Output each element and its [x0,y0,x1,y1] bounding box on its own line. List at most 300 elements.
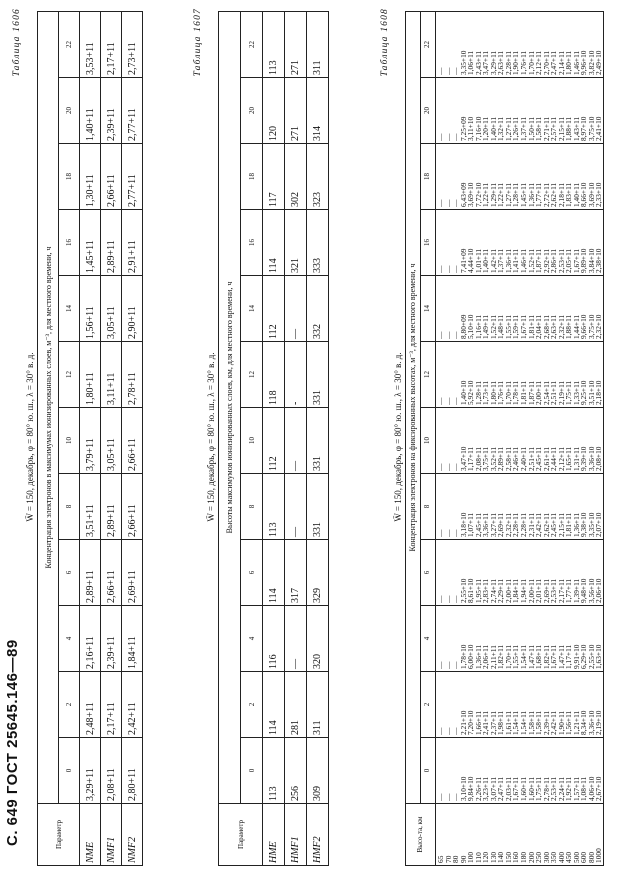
table-cell: 2,38+10 [594,248,604,273]
hour-header: 12 [59,342,80,408]
table-cell: 2,00+11 [526,578,536,603]
table-cell: 2,12+11 [534,50,544,75]
height-value: 1000 [594,848,604,863]
table-cell: 4,06+10 [586,776,596,801]
table-cell: 5,10+10 [466,314,476,339]
table-cell: 2,53+11 [549,578,559,603]
table-cell: 2,16+11 [80,606,101,672]
table-1608-hours-row [421,12,436,866]
table-cell: 1,37+11 [519,116,529,141]
table-cell: 3,18+10 [458,512,468,537]
hour-header: 8 [241,474,263,540]
table-cell: 1,48+11 [496,314,506,339]
table-cell: 1,27+11 [503,182,513,207]
table-cell: — [451,133,461,141]
height-value: 140 [496,851,506,863]
table-cell: 3,07+11 [488,776,498,801]
table-1607-label: Таблица 1607 [193,8,203,77]
hour-header: 8 [59,474,80,540]
table-cell: 3,36+11 [481,512,491,537]
table-cell: 2,89+11 [80,540,101,606]
height-value: 90 [458,855,468,863]
table-cell: 7,25+09 [458,116,468,141]
table-cell: 116 [263,606,285,672]
table-cell: 1,70+11 [526,50,536,75]
table-cell: — [451,793,461,801]
table-cell: 1,70+11 [503,644,513,669]
table-cell: 2,92+11 [541,248,551,273]
table-cell: 1,58+11 [534,116,544,141]
table-cell: 1,54+11 [511,710,521,735]
height-value: 130 [488,851,498,863]
table-cell: 2,61+11 [541,446,551,471]
table-cell: — [436,199,445,207]
table-cell: 1,58+11 [534,710,544,735]
table-cell: 2,72+11 [541,182,551,207]
table-cell: 2,63+11 [496,50,506,75]
table-cell: 113 [263,474,285,540]
table-cell: 2,26+11 [473,776,483,801]
table-cell: 314 [307,78,329,144]
table-cell: 2,39+11 [101,78,122,144]
table-cell: 6,43+09 [458,182,468,207]
hour-header: 6 [59,540,80,606]
hour-header: 6 [421,540,436,606]
table-cell: — [451,331,461,339]
table-cell: 2,03+11 [503,776,513,801]
table-cell: — [451,595,461,603]
table-cell: 1,40+11 [571,182,581,207]
table-cell: 2,74+11 [488,578,498,603]
table-cell: 1,58+11 [526,710,536,735]
table-cell: 256 [285,738,307,804]
hour-header: 2 [421,672,436,738]
param-name: NME [80,804,101,866]
table-cell: 1,22+11 [496,182,506,207]
table-cell: 1,66+11 [473,710,483,735]
table-cell: 1,36+11 [473,644,483,669]
hour-header: 16 [241,210,263,276]
table-cell: — [436,265,445,273]
table-cell: 1,36+11 [526,182,536,207]
table-cell: 2,40+11 [519,446,529,471]
table-cell: — [436,529,445,537]
table-cell: 7,16+10 [473,116,483,141]
table-cell: 1,44+11 [571,314,581,339]
table-cell: 8,97+10 [579,116,589,141]
table-cell: — [443,727,453,735]
table-cell: 1,90+11 [556,710,566,735]
table-cell: — [443,133,453,141]
table-cell: 1,87+11 [526,380,536,405]
table-cell: 1,21+11 [571,710,581,735]
table-cell: 2,47+11 [549,50,559,75]
table-cell: — [285,408,307,474]
table-cell: — [285,606,307,672]
table-cell: 2,28+11 [503,50,513,75]
table-cell: — [451,727,461,735]
table-cell: 333 [307,210,329,276]
table-cell: 311 [307,12,329,78]
table-cell: 271 [285,78,307,144]
table-cell: 1,70+11 [503,380,513,405]
table-cell: 9,48+10 [579,578,589,603]
table-cell: 3,51+11 [80,474,101,540]
table-cell: 2,14+11 [556,50,566,75]
table-1608-label: Таблица 1608 [380,8,390,77]
table-cell: 1,45+11 [519,182,529,207]
table-cell: — [436,133,445,141]
table-cell: 1,59+11 [511,314,521,339]
table-cell: 2,24+11 [556,776,566,801]
param-name: HMF1 [285,804,307,866]
table-cell: 1,90+11 [511,50,521,75]
value-column [436,276,604,342]
table-cell: 1,31+11 [571,446,581,471]
height-value: 300 [541,851,551,863]
table-cell: 3,82+10 [586,50,596,75]
hour-header: 8 [421,474,436,540]
table-cell: 1,26+11 [511,116,521,141]
value-column [436,738,604,804]
table-cell: 2,55+10 [586,644,596,669]
table-cell: 2,71+11 [541,116,551,141]
hour-header: 20 [241,78,263,144]
table-cell: 1,60+11 [526,776,536,801]
value-column [436,606,604,672]
table-cell: 2,33+10 [594,182,604,207]
table-cell: 1,88+11 [564,116,574,141]
table-cell: 1,45+11 [80,210,101,276]
table-cell: 9,89+10 [579,248,589,273]
height-value: 400 [556,851,566,863]
table-cell: 8,61+10 [466,578,476,603]
table-cell: 1,81+11 [519,380,529,405]
table-cell: — [451,67,461,75]
table-cell: — [436,67,445,75]
table-cell: 2,51+11 [549,380,559,405]
height-value: 250 [534,851,544,863]
table-cell: 1,20+11 [481,116,491,141]
table-cell: — [443,595,453,603]
table-cell: 2,62+11 [549,182,559,207]
table-cell: 1,52+11 [488,314,498,339]
table-cell: 331 [307,474,329,540]
table-cell: — [436,331,445,339]
table-cell: 112 [263,276,285,342]
table-cell: 1,08+11 [579,776,589,801]
table-cell: 1,07+11 [466,512,476,537]
table-cell: 1,17+11 [564,644,574,669]
table-cell: 1,40+10 [458,380,468,405]
table-cell: 1,28+11 [473,380,483,405]
table-cell: 2,08+11 [473,446,483,471]
table-cell: 2,55+10 [458,578,468,603]
table-cell: 2,42+11 [534,512,544,537]
table-cell: 309 [307,738,329,804]
hour-header: 6 [241,540,263,606]
table-1606-subheader: Концентрация электронов в максимумах ионизированных слоев, м⁻³, для местного времени, ч [38,12,59,804]
table-cell: 8,34+10 [579,710,589,735]
table-cell: 3,11+10 [466,116,476,141]
height-value: 200 [526,851,536,863]
table-cell: 2,69+11 [541,578,551,603]
table-cell: — [443,199,453,207]
table-cell: — [443,529,453,537]
table-cell: 2,08+10 [594,446,604,471]
table-cell: 2,43+11 [473,50,483,75]
table-cell: 1,57+11 [571,776,581,801]
table-cell: 2,80+11 [122,738,143,804]
height-value: 110 [473,852,483,863]
height-value: 500 [571,851,581,863]
table-cell: 1,01+11 [473,248,483,273]
table-cell: 302 [285,144,307,210]
table-cell: 2,31+11 [526,512,536,537]
table-cell: 2,66+11 [101,144,122,210]
table-cell: 2,28+11 [511,512,521,537]
table-cell: — [451,265,461,273]
table-cell: 1,68+11 [534,644,544,669]
value-column [436,672,604,738]
table-cell: 2,66+11 [101,540,122,606]
table-cell: 2,32+11 [556,314,566,339]
table-cell: 1,75+11 [534,776,544,801]
table-cell: — [436,661,445,669]
table-cell: 320 [307,606,329,672]
table-cell: 3,75+11 [481,446,491,471]
table-cell: 2,68+11 [541,314,551,339]
table-cell: — [436,727,445,735]
height-value: 70 [443,855,453,863]
table-cell: 2,78+11 [122,342,143,408]
table-cell: 1,43+11 [571,116,581,141]
param-name: HME [263,804,285,866]
value-column [436,144,604,210]
table-cell: 2,91+11 [122,210,143,276]
table-cell: — [451,397,461,405]
table-cell: 1,92+11 [564,776,574,801]
hour-header: 4 [421,606,436,672]
table-1608-subheader: Концентрация электронов на фиксированных высотах, м⁻³, для местного времени, ч [406,12,421,804]
table-cell: 2,32+11 [503,512,513,537]
table-cell: 9,25+10 [579,380,589,405]
table-row [285,12,307,866]
table-cell: 1,32+11 [496,116,506,141]
table-cell: 281 [285,672,307,738]
hour-header: 10 [421,408,436,474]
hour-header: 10 [59,408,80,474]
heights-column [436,804,604,866]
table-cell: 1,40+11 [80,78,101,144]
height-value: 800 [586,851,596,863]
table-row [80,12,101,866]
height-value: 350 [549,851,559,863]
param-name: NMF2 [122,804,143,866]
page-header: С. 649 ГОСТ 25645.146—89 [4,639,21,846]
table-cell: 2,49+10 [594,50,604,75]
table-cell: 2,67+10 [594,776,604,801]
hour-header: 20 [421,78,436,144]
value-column [436,12,604,78]
table-1606-label: Таблица 1606 [12,8,22,77]
table-cell: 1,98+11 [496,710,506,735]
table-cell: 2,62+11 [541,512,551,537]
table-cell: 1,55+11 [511,644,521,669]
table-cell: — [436,397,445,405]
table-cell: 2,58+11 [503,446,513,471]
table-cell: 3,47+11 [481,50,491,75]
table-cell: 113 [263,738,285,804]
height-value: 450 [564,851,574,863]
table-cell: 1,28+11 [511,182,521,207]
table-cell: 2,70+11 [541,50,551,75]
table-cell: 2,53+11 [556,248,566,273]
table-cell: 1,82+11 [496,644,506,669]
table-cell: 2,45+11 [473,512,483,537]
table-cell: 2,15+11 [556,116,566,141]
table-cell: 323 [307,144,329,210]
table-cell: 2,41+10 [594,116,604,141]
table-cell: 3,75+10 [586,116,596,141]
table-cell: 1,36+11 [571,512,581,537]
table-cell: 2,21+10 [458,710,468,735]
table-cell: 3,10+10 [458,776,468,801]
table-cell: 3,69+10 [586,182,596,207]
table-cell: — [443,793,453,801]
table-cell: 2,53+11 [549,776,559,801]
table-cell: 2,19+11 [556,380,566,405]
table-cell: 1,55+11 [503,314,513,339]
table-cell: 1,30+11 [80,144,101,210]
value-column [436,474,604,540]
table-cell: 3,52+11 [488,446,498,471]
table-cell: 1,67+11 [549,644,559,669]
table-cell: 112 [263,408,285,474]
table-cell: 3,53+11 [80,12,101,78]
hour-header: 2 [241,672,263,738]
table-cell: 1,77+11 [564,578,574,603]
table-cell: 1,47+11 [556,644,566,669]
table-cell: — [451,199,461,207]
table-1607-title: W̄ = 150, декабрь, φ = 80° ю. ш., λ = 30° в. д. [206,352,216,522]
table-cell: 317 [285,540,307,606]
table-1606-hours-row [59,12,80,866]
table-cell: 118 [263,342,285,408]
hour-header: 12 [241,342,263,408]
table-cell: — [436,595,445,603]
table-cell: 3,27+11 [488,512,498,537]
table-cell: 1,47+11 [526,644,536,669]
table-cell: 5,92+10 [466,380,476,405]
table-cell: 1,54+11 [519,710,529,735]
table-cell: 329 [307,540,329,606]
table-cell: 2,57+11 [549,116,559,141]
table-cell: 1,94+11 [519,578,529,603]
table-cell: 3,35+10 [586,512,596,537]
table-cell: 2,90+11 [122,276,143,342]
table-cell: 2,48+11 [80,672,101,738]
table-cell: 2,04+11 [534,314,544,339]
table-cell: 1,67+11 [511,776,521,801]
table-cell: 1,84+11 [511,578,521,603]
table-cell: 2,89+11 [101,474,122,540]
table-cell: 8,66+10 [579,182,589,207]
table-cell: 2,44+11 [549,446,559,471]
table-cell: 120 [263,78,285,144]
value-column [436,78,604,144]
table-cell: 1,40+11 [481,248,491,273]
table-cell: 1,67+11 [519,314,529,339]
table-cell: 3,84+10 [586,248,596,273]
table-cell: 1,22+11 [481,182,491,207]
table-cell: 1,76+11 [496,380,506,405]
hour-header: 16 [59,210,80,276]
table-cell: — [451,463,461,471]
table-cell: 1,56+11 [564,710,574,735]
table-cell: 114 [263,672,285,738]
height-value: 180 [519,851,529,863]
table-1606 [37,11,143,866]
table-cell: 1,41+11 [511,248,521,273]
table-cell: 1,78+11 [511,380,521,405]
table-cell: 7,20+10 [466,710,476,735]
table-cell: 4,44+10 [466,248,476,273]
table-cell: 1,52+11 [526,248,536,273]
table-cell: 1,81+11 [526,314,536,339]
table-cell: 1,36+11 [503,248,513,273]
table-cell: 8,80+09 [458,314,468,339]
table-cell: 1,50+11 [526,116,536,141]
table-cell: 2,73+11 [122,12,143,78]
table-cell: — [443,67,453,75]
table-cell: — [436,463,445,471]
hour-header: 18 [241,144,263,210]
table-1607-hours-row [241,12,263,866]
table-cell: 2,66+11 [122,408,143,474]
table-cell: 2,39+11 [101,606,122,672]
table-cell: — [443,661,453,669]
table-cell: 117 [263,144,285,210]
table-cell: 2,32+10 [594,314,604,339]
hour-header: 4 [241,606,263,672]
table-cell: 2,17+11 [556,578,566,603]
table-cell: 2,69+11 [122,540,143,606]
table-cell: 1,95+11 [473,578,483,603]
table-cell: 3,47+10 [458,446,468,471]
table-cell: 1,49+11 [481,314,491,339]
table-cell: 2,41+11 [481,710,491,735]
table-cell: 2,51+11 [526,446,536,471]
table-cell: 1,77+11 [534,182,544,207]
height-value: 65 [436,855,445,863]
table-1608-param-header: Высо-та, км [406,804,436,866]
table-cell: 2,06+10 [594,578,604,603]
table-cell: 2,05+11 [564,248,574,273]
table-cell: — [285,276,307,342]
hour-header: 0 [59,738,80,804]
table-cell: 331 [307,342,329,408]
table-cell: 1,78+10 [458,644,468,669]
table-cell: 311 [307,672,329,738]
value-column [436,210,604,276]
height-value: 160 [511,851,521,863]
table-1608-data-row [436,12,604,866]
table-cell: 1,83+11 [564,182,574,207]
param-name: HMF2 [307,804,329,866]
table-cell: 1,61+11 [503,710,513,735]
hour-header: 10 [241,408,263,474]
